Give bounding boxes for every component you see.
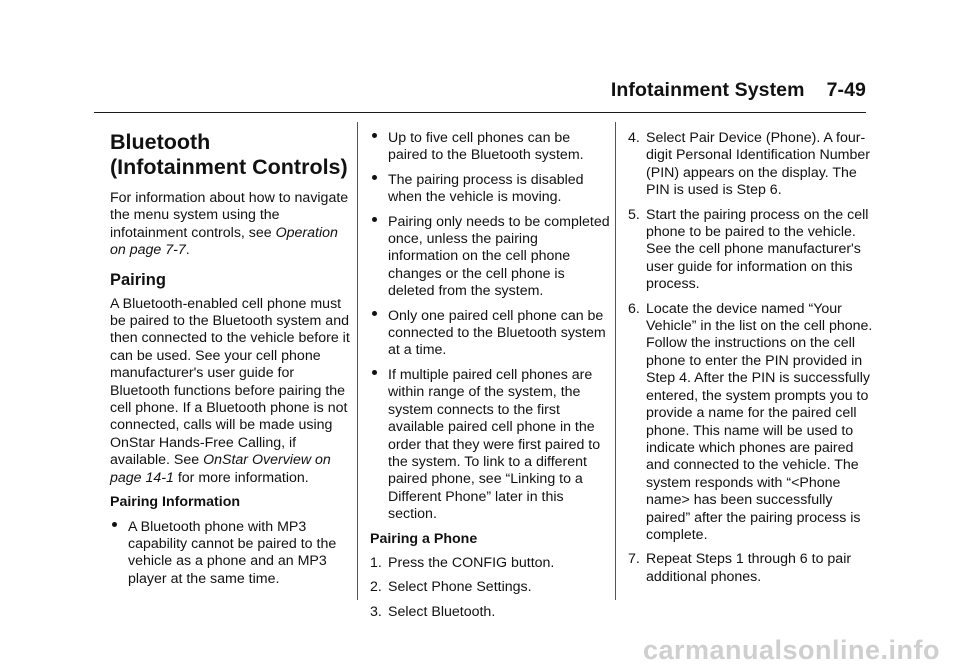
list-item: Pairing only needs to be completed once, unless the pairing information on the cell phone changes or the cell phone is deleted from the system. bbox=[370, 214, 610, 301]
pairing-a-phone-heading: Pairing a Phone bbox=[370, 530, 478, 547]
column-3 bbox=[628, 130, 878, 593]
step-item: 7. Repeat Steps 1 through 6 to pair additional phones. bbox=[628, 551, 852, 585]
bullet-icon bbox=[372, 217, 377, 222]
pairing-info-list bbox=[110, 519, 350, 589]
step-item: 4. Select Pair Device (Phone). A four-digit Personal Identification Number (PIN) appears on the display. The PIN is used is Step 6. bbox=[628, 130, 870, 199]
step-item: 1. Press the CONFIG button. bbox=[370, 554, 555, 571]
list-item: The pairing process is disabled when the vehicle is moving. bbox=[370, 172, 610, 207]
column-2 bbox=[370, 130, 610, 628]
column-1 bbox=[110, 130, 350, 595]
pairing-info-list-continued bbox=[370, 130, 610, 524]
operation-link[interactable]: Operation on page 7-7 bbox=[110, 224, 338, 259]
pairing-information-heading: Pairing Information bbox=[110, 494, 241, 511]
list-item: Only one paired cell phone can be connected to the Bluetooth system at a time. bbox=[370, 308, 610, 360]
watermark: carmanualsonline.info bbox=[642, 635, 940, 665]
bullet-icon bbox=[112, 522, 117, 527]
running-header bbox=[611, 79, 866, 102]
list-item: Up to five cell phones can be paired to the Bluetooth system. bbox=[370, 130, 610, 165]
step-item: 6. Locate the device named “Your Vehicle” in the list on the cell phone. Follow the instructions on the cell phone to enter the PIN provided in Step 4. After the PIN is successfully entered, the system prompts you to provide a name for the paired cell phone. This name will be used to indicate which phones are paired and connected to the vehicle. The system responds with “<Phone name> has been successfully paired” after the pairing process is complete. bbox=[628, 300, 873, 543]
step-item: 2. Select Phone Settings. bbox=[370, 579, 532, 596]
step-item: 5. Start the pairing process on the cell phone to be paired to the vehicle. See the cell phone manufacturer's user guide for information on this process. bbox=[628, 206, 869, 293]
pairing-paragraph: A Bluetooth-enabled cell phone must be paired to the Bluetooth system and then connected to the vehicle before it can be used. See your cell phone manufacturer's user guide for Bluetooth functions before pairing the cell phone. If a Bluetooth phone is not connected, calls will be made using OnStar Hands-Free Calling, if available. See OnStar Overview on page 14-1 for more information. bbox=[110, 295, 350, 486]
header-section-title: Infotainment System bbox=[610, 79, 805, 101]
header-page-number: 7-49 bbox=[826, 79, 866, 101]
step-item: 3. Select Bluetooth. bbox=[370, 603, 496, 620]
section-title: Bluetooth (Infotainment Controls) bbox=[110, 130, 348, 179]
list-item: A Bluetooth phone with MP3 capability cannot be paired to the vehicle as a phone and an MP3 player at the same time. bbox=[110, 519, 350, 589]
column-divider-1 bbox=[357, 122, 358, 600]
pairing-heading: Pairing bbox=[110, 270, 166, 289]
list-item: If multiple paired cell phones are within range of the system, the system connects to the first available paired cell phone in the order that they were first paired to the system. To link to a different paired phone, see “Linking to a Different Phone” later in this section. bbox=[370, 367, 610, 524]
header-rule bbox=[94, 112, 866, 113]
bullet-icon bbox=[372, 133, 377, 138]
pairing-steps bbox=[370, 555, 610, 621]
onstar-link[interactable]: OnStar Overview on page 14-1 bbox=[110, 452, 331, 486]
bullet-icon bbox=[372, 311, 377, 316]
intro-paragraph: For information about how to navigate the menu system using the infotainment controls, see Operation on page 7-7. bbox=[110, 190, 349, 259]
pairing-steps-continued bbox=[628, 130, 878, 586]
bullet-icon bbox=[372, 370, 377, 375]
column-divider-2 bbox=[615, 122, 616, 600]
bullet-icon bbox=[372, 175, 377, 180]
